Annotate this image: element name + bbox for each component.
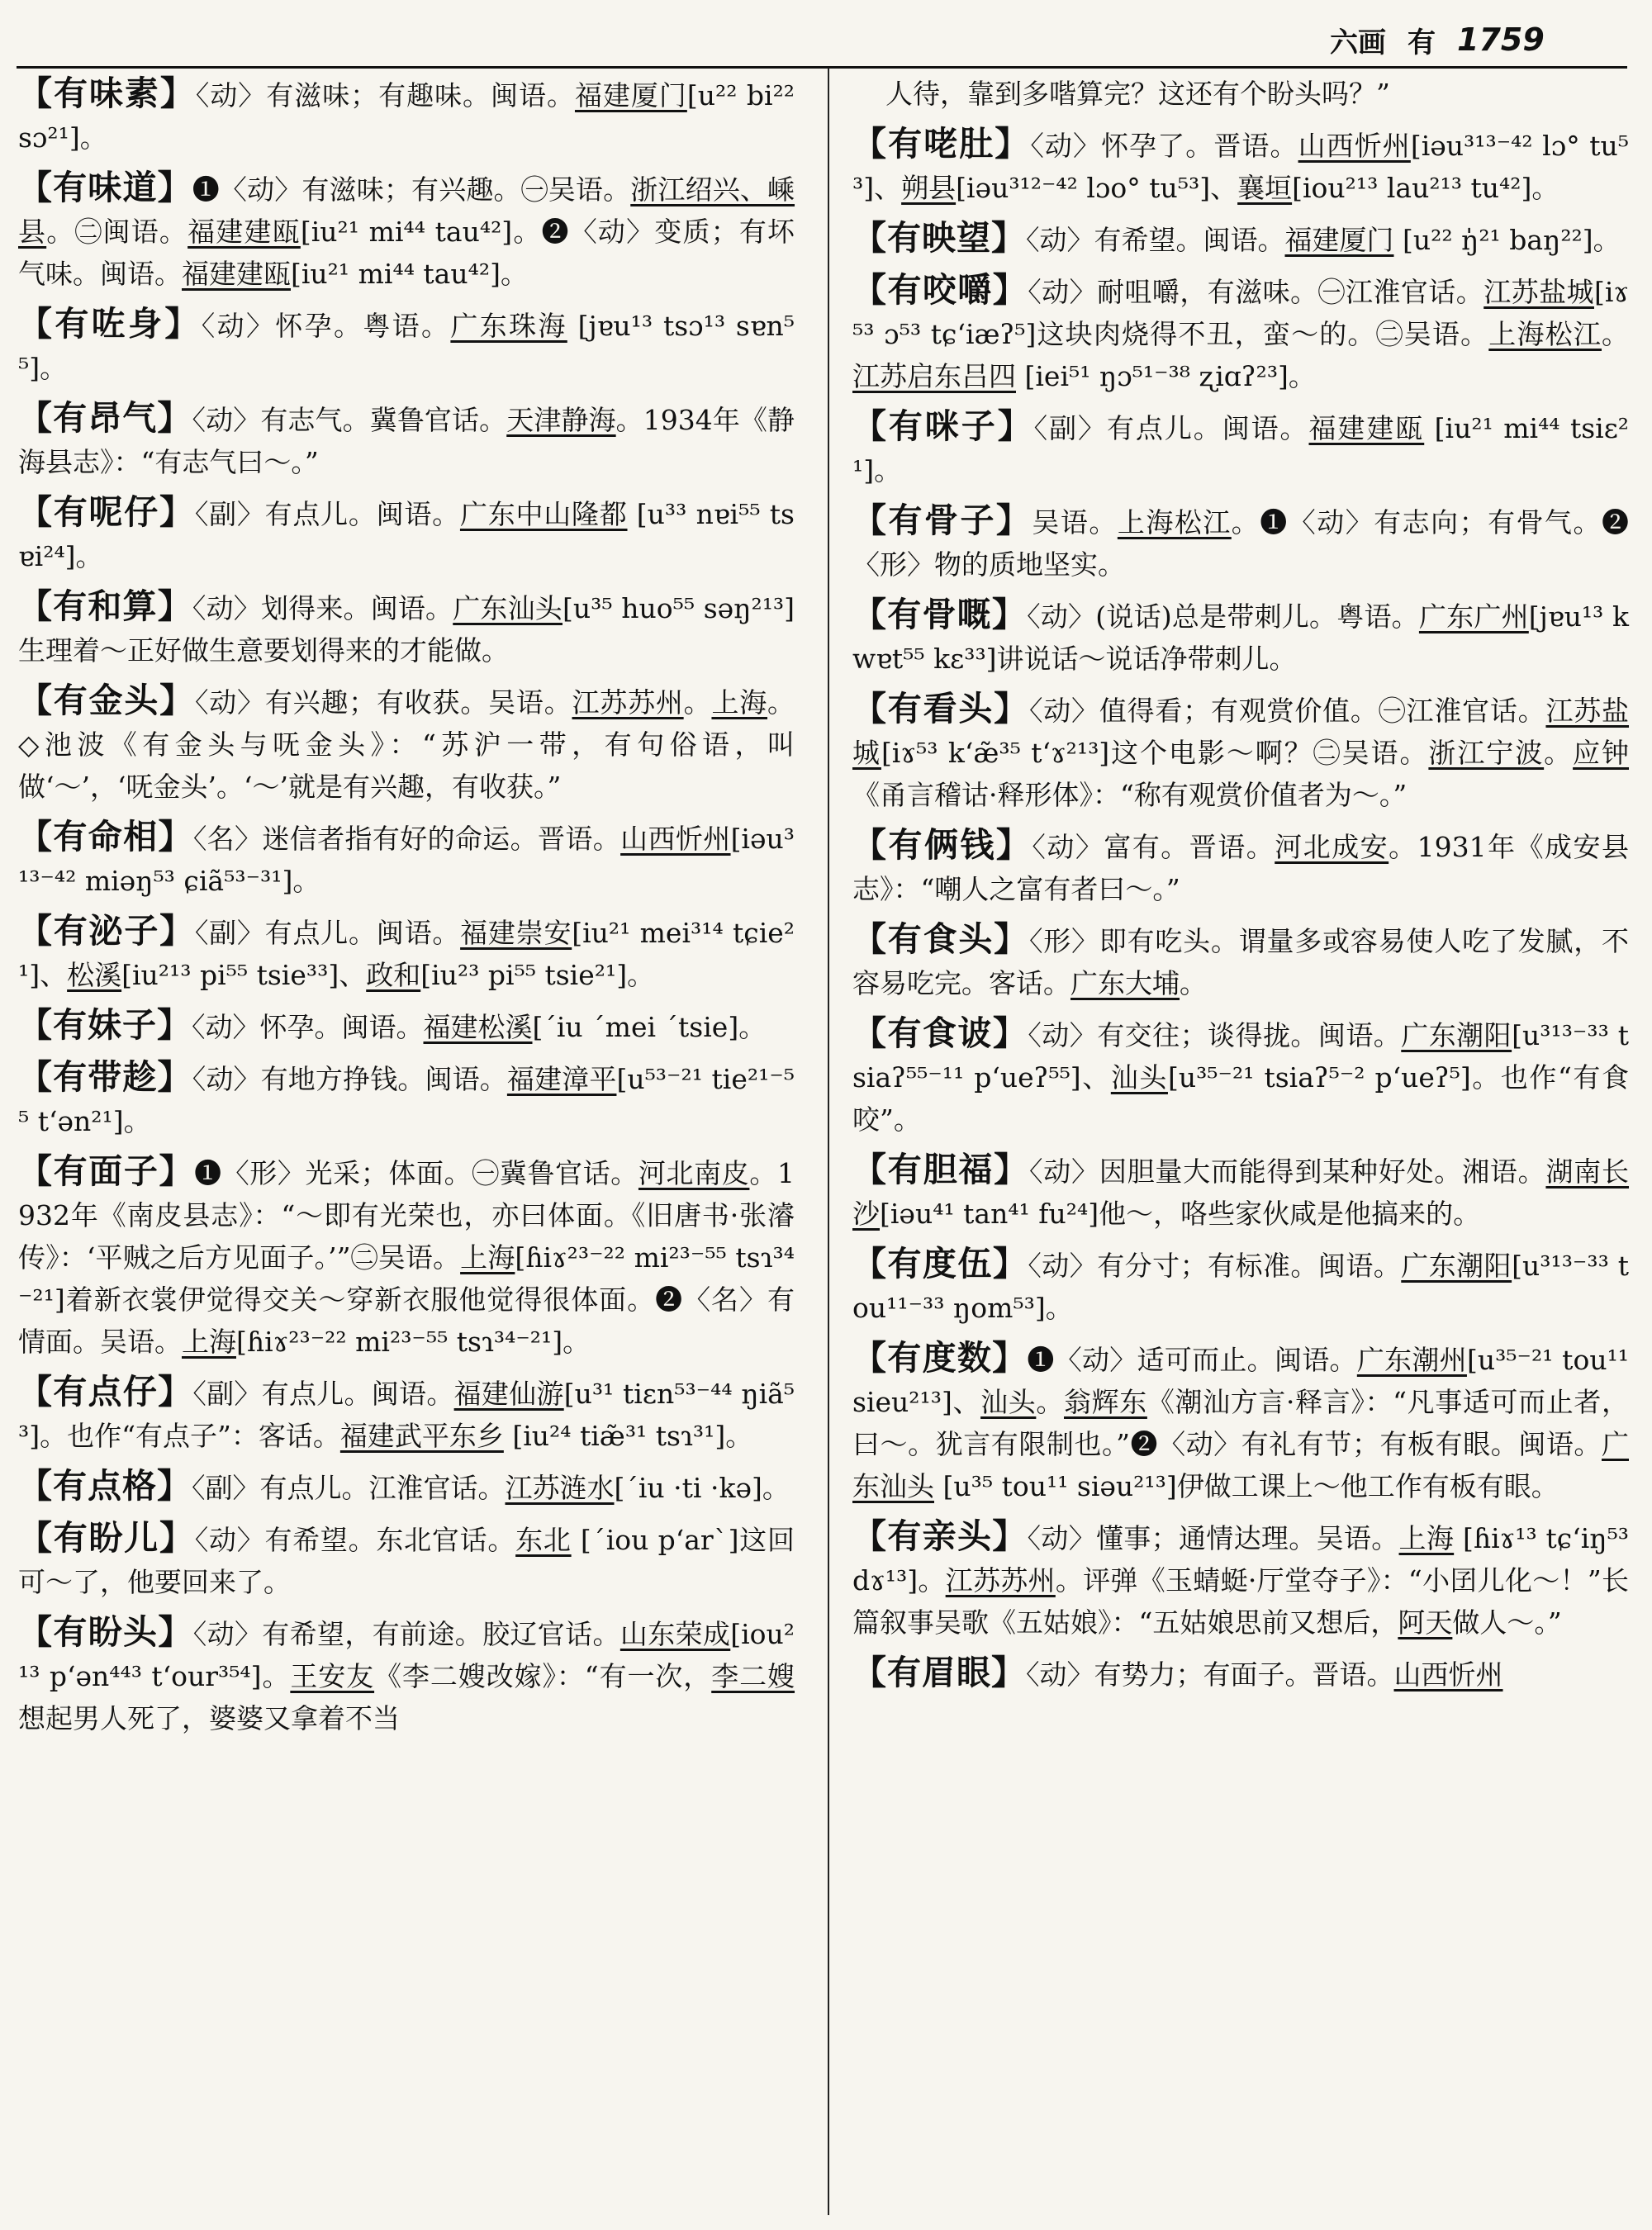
entry-text: 〈动〉有势力；有面子。晋语。 bbox=[1026, 1658, 1394, 1691]
dictionary-entry bbox=[852, 1243, 1629, 1329]
entry-text: 〈动〉怀孕。闽语。 bbox=[192, 1011, 424, 1043]
entry-text: [ˊiu ·ti ·kə]。 bbox=[614, 1472, 790, 1504]
entry-text: [u²² bi²² sɔ²¹]。 bbox=[18, 79, 795, 154]
entry-headword: 【有带趁】 bbox=[18, 1057, 192, 1097]
entry-text: 〈动〉懂事；通情达理。吴语。 bbox=[1027, 1522, 1399, 1554]
dictionary-entry bbox=[18, 1371, 795, 1457]
place-name: 阿天 bbox=[1398, 1606, 1453, 1639]
place-name: 广东潮阳 bbox=[1401, 1250, 1512, 1282]
entry-text: 《潮汕方言·释言》：“凡事适可而止者，曰～。犹言有限制也。”❷〈动〉有礼有节；有板有眼。闽语。 bbox=[852, 1386, 1630, 1460]
place-name: 上海 bbox=[711, 686, 768, 719]
entry-text: [u³⁵⁻²¹ tou¹¹ sieu²¹³]、 bbox=[852, 1344, 1630, 1418]
place-name: 江苏盐城 bbox=[1483, 276, 1594, 308]
right-column bbox=[852, 73, 1629, 1704]
entry-text: 〈动〉富有。晋语。 bbox=[1032, 831, 1275, 863]
entry-text: [u³¹³⁻³³ tsiaʔ⁵⁵⁻¹¹ pʻueʔ⁵⁵]、 bbox=[852, 1019, 1630, 1094]
place-name: 上海松江 bbox=[1117, 506, 1232, 539]
entry-headword: 【有骨子】 bbox=[852, 501, 1032, 540]
place-name: 广东潮州 bbox=[1356, 1344, 1467, 1376]
dictionary-entry bbox=[18, 1611, 795, 1739]
dictionary-entry bbox=[18, 1465, 795, 1509]
entry-text: 。❶〈动〉有志向；有骨气。❷〈形〉物的质地坚实。 bbox=[852, 506, 1630, 581]
entry-text: 〈副〉有点儿。江淮官话。 bbox=[192, 1472, 506, 1504]
entry-text: 《李二嫂改嫁》：“有一次， bbox=[374, 1660, 712, 1692]
dictionary-entry bbox=[18, 1056, 795, 1142]
entry-text: 。1931年《成安县志》：“嘲人之富有者曰～。” bbox=[852, 831, 1630, 905]
entry-headword: 【有咗身】 bbox=[18, 304, 202, 344]
entry-text: 《甬言稽诂·释形体》：“称有观赏价值者为～。” bbox=[852, 779, 1408, 811]
entry-text: 〈动〉有分寸；有标准。闽语。 bbox=[1028, 1250, 1402, 1282]
dictionary-entry bbox=[18, 397, 795, 483]
entry-text: 。 bbox=[1180, 967, 1207, 999]
dictionary-entry bbox=[852, 1652, 1629, 1696]
place-name: 江苏涟水 bbox=[505, 1472, 615, 1504]
place-name: 江苏苏州 bbox=[572, 686, 684, 719]
place-name: 山西忻州 bbox=[620, 823, 731, 855]
dictionary-entry bbox=[852, 1337, 1629, 1507]
place-name: 松溪 bbox=[67, 959, 122, 991]
entry-headword: 【有俩钱】 bbox=[852, 825, 1032, 865]
place-name: 福建厦门 bbox=[1284, 224, 1394, 256]
entry-text: 〈动〉有志气。冀鲁官话。 bbox=[192, 404, 507, 436]
place-name: 上海 bbox=[460, 1241, 515, 1274]
entry-text: 〈副〉有点儿。闽语。 bbox=[192, 1378, 454, 1410]
entry-text: [ˊiu ˊmei ˊtsie]。 bbox=[532, 1011, 767, 1043]
dictionary-entry bbox=[18, 586, 795, 671]
entry-text: [u³⁵ tou¹¹ siəu²¹³]伊做工课上～他工作有板有眼。 bbox=[934, 1470, 1559, 1502]
dictionary-entry bbox=[852, 269, 1629, 397]
entry-headword: 【有骨嘅】 bbox=[852, 595, 1028, 634]
dictionary-entry bbox=[18, 1517, 795, 1603]
entry-text: ❶〈动〉有滋味；有兴趣。㊀吴语。 bbox=[192, 173, 631, 206]
place-name: 山西忻州 bbox=[1298, 130, 1411, 162]
dictionary-entry bbox=[852, 1013, 1629, 1141]
entry-headword: 【有盼儿】 bbox=[18, 1518, 195, 1558]
place-name: 福建松溪 bbox=[423, 1011, 533, 1043]
place-name: 浙江绍兴、嵊县 bbox=[18, 173, 795, 248]
column-divider bbox=[828, 68, 829, 2215]
entry-text: 〈动〉值得看；有观赏价值。㊀江淮官话。 bbox=[1028, 695, 1546, 727]
section-label: 六画 bbox=[1330, 26, 1386, 59]
dictionary-entry bbox=[18, 1004, 795, 1048]
place-name: 江苏启东吕四 bbox=[852, 360, 1016, 392]
place-name: 广东珠海 bbox=[450, 310, 567, 342]
entry-text: 〈形〉即有吃头。谓量多或容易使人吃了发腻，不容易吃完。客话。 bbox=[852, 925, 1630, 999]
entry-text: [iei⁵¹ ŋɔ⁵¹⁻³⁸ ʐiɑʔ²³]。 bbox=[1016, 360, 1316, 392]
dictionary-entry bbox=[18, 680, 795, 808]
dictionary-entry bbox=[852, 1516, 1629, 1644]
entry-text: [iɤ⁵³ kʻæ̃³⁵ tʻɤ²¹³]这个电影～啊？㊁吴语。 bbox=[881, 737, 1429, 769]
entry-text: [u³¹ tiɛn⁵³⁻⁴⁴ ŋiã⁵³]。也作“有点子”：客话。 bbox=[18, 1378, 795, 1452]
place-name: 福建漳平 bbox=[506, 1063, 617, 1095]
dictionary-entry bbox=[852, 500, 1629, 586]
entry-headword: 【有盼头】 bbox=[18, 1612, 193, 1652]
entry-text: 做人～。” bbox=[1452, 1606, 1562, 1639]
place-name: 上海 bbox=[182, 1326, 236, 1358]
entry-text: 〈动〉有希望。东北官话。 bbox=[194, 1524, 516, 1556]
dictionary-entry bbox=[18, 910, 795, 996]
entry-text: 〈副〉有点儿。闽语。 bbox=[194, 498, 460, 530]
entry-text: 〈动〉有滋味；有趣味。闽语。 bbox=[195, 79, 575, 112]
entry-headword: 【有金头】 bbox=[18, 681, 195, 720]
entry-text: [u³³ nɐi⁵⁵ tsɐi²⁴]。 bbox=[18, 498, 795, 572]
entry-text: [ɦiɤ²³⁻²² mi²³⁻⁵⁵ tsɿ³⁴⁻²¹]。 bbox=[236, 1326, 591, 1358]
entry-headword: 【有命相】 bbox=[18, 817, 193, 856]
page-number: 1759 bbox=[1457, 21, 1545, 58]
dictionary-entry bbox=[18, 1151, 795, 1363]
entry-text: [iəu³¹³⁻⁴² lɔ° tu⁵³]、 bbox=[852, 130, 1630, 204]
entry-text: [iəu³¹³⁻⁴² miəŋ⁵³ ɕiã⁵³⁻³¹]。 bbox=[18, 823, 795, 897]
entry-headword: 【有胆福】 bbox=[852, 1150, 1029, 1189]
dictionary-entry bbox=[852, 594, 1629, 680]
entry-text: 。◇池波《有金头与呒金头》：“苏沪一带，有句俗语，叫做‘～’，‘呒金头’。‘～’就是有兴趣，有收获。” bbox=[18, 686, 795, 803]
entry-text: 〈动〉怀孕了。晋语。 bbox=[1030, 130, 1298, 162]
entry-headword: 【有呢仔】 bbox=[18, 492, 195, 532]
place-name: 翁辉东 bbox=[1064, 1386, 1147, 1418]
place-name: 河北南皮 bbox=[638, 1157, 750, 1189]
entry-headword: 【有和算】 bbox=[18, 586, 192, 626]
left-column bbox=[18, 73, 795, 1748]
entry-headword: 【有度数】 bbox=[852, 1338, 1028, 1378]
entry-text: ❶〈形〉光采；体面。㊀冀鲁官话。 bbox=[194, 1157, 638, 1189]
place-name: 江苏苏州 bbox=[945, 1564, 1056, 1597]
entry-text: [iu²¹ mei³¹⁴ tɕie²¹]、 bbox=[18, 917, 795, 991]
entry-text: [u³⁵ huo⁵⁵ səŋ²¹³]生理着～正好做生意要划得来的才能做。 bbox=[18, 592, 795, 667]
entry-text: [iɤ⁵³ ɔ⁵³ tɕʻiæʔ⁵]这块肉烧得不丑，蛮～的。㊁吴语。 bbox=[852, 276, 1630, 350]
place-name: 福建建瓯 bbox=[1308, 412, 1425, 444]
entry-text: 〈名〉迷信者指有好的命运。晋语。 bbox=[192, 823, 621, 855]
entry-text: 。评弹《玉蜻蜓·厅堂夺子》：“小囝儿化～！”长篇叙事吴歌《五姑娘》：“五姑娘思前又想后， bbox=[852, 1564, 1629, 1639]
place-name: 福建建瓯 bbox=[188, 216, 301, 248]
place-name: 江苏盐城 bbox=[852, 695, 1630, 769]
entry-text: [u⁵³⁻²¹ tie²¹⁻⁵⁵ tʻən²¹]。 bbox=[18, 1063, 795, 1137]
place-name: 福建建瓯 bbox=[182, 258, 291, 290]
entry-headword: 【有点仔】 bbox=[18, 1372, 193, 1412]
entry-text: ❶〈动〉适可而止。闽语。 bbox=[1027, 1344, 1357, 1376]
entry-text: 。 bbox=[1602, 318, 1629, 350]
entry-headword: 【有眉眼】 bbox=[852, 1653, 1026, 1692]
entry-headword: 【有咾肚】 bbox=[852, 124, 1031, 164]
place-name: 应钟 bbox=[1573, 737, 1630, 769]
entry-text: [iəu⁴¹ tan⁴¹ fu²⁴]他～，咯些家伙咸是他搞来的。 bbox=[880, 1198, 1481, 1230]
dictionary-entry bbox=[18, 816, 795, 902]
entry-text: [ɦiɤ²³⁻²² mi²³⁻⁵⁵ tsɿ³⁴⁻²¹]着新衣裳伊觉得交关～穿新衣服他觉得很体面。❷〈名〉有情面。吴语。 bbox=[18, 1241, 795, 1358]
entry-text: 〈动〉因胆量大而能得到某种好处。湘语。 bbox=[1028, 1155, 1546, 1188]
place-name: 上海松江 bbox=[1488, 318, 1602, 350]
place-name: 山东荣成 bbox=[620, 1618, 731, 1650]
entry-headword: 【有亲头】 bbox=[852, 1516, 1028, 1556]
entry-headword: 【有食诐】 bbox=[852, 1013, 1028, 1053]
entry-headword: 【有面子】 bbox=[18, 1151, 195, 1191]
entry-text: 〈动〉有希望。闽语。 bbox=[1026, 224, 1285, 256]
entry-continuation bbox=[852, 73, 1629, 115]
entry-text: 吴语。 bbox=[1032, 506, 1118, 539]
entry-text: 〈动〉有交往；谈得拢。闽语。 bbox=[1028, 1019, 1402, 1051]
entry-text: 〈动〉(说话)总是带刺儿。粤语。 bbox=[1027, 600, 1419, 633]
entry-text: 〈动〉有兴趣；有收获。吴语。 bbox=[194, 686, 572, 719]
place-name: 山西忻州 bbox=[1393, 1658, 1503, 1691]
entry-text: 想起男人死了，婆婆又拿着不当 bbox=[18, 1702, 400, 1734]
dictionary-entry bbox=[18, 167, 795, 295]
entry-text: [iu²¹ mi⁴⁴ tau⁴²]。 bbox=[291, 258, 528, 290]
place-name: 王安友 bbox=[290, 1660, 375, 1692]
place-name: 广东广州 bbox=[1418, 600, 1529, 633]
entry-text: [ɦiɤ¹³ tɕʻiŋ⁵³ dɤ¹³]。 bbox=[852, 1522, 1630, 1597]
dictionary-entry bbox=[852, 406, 1629, 491]
place-name: 福建崇安 bbox=[460, 917, 572, 949]
entry-text: 〈动〉划得来。闽语。 bbox=[192, 592, 453, 624]
entry-text: [iu²¹ mi⁴⁴ tau⁴²]。❷〈动〉变质；有坏气味。闽语。 bbox=[18, 216, 795, 290]
entry-text: [iəu³¹²⁻⁴² lɔo° tu⁵³]、 bbox=[956, 172, 1238, 204]
entry-text: 。㊁闽语。 bbox=[46, 216, 188, 248]
place-name: 浙江宁波 bbox=[1428, 737, 1545, 769]
entry-headword: 【有咬嚼】 bbox=[852, 270, 1028, 310]
entry-headword: 【有咪子】 bbox=[852, 406, 1034, 446]
place-name: 福建厦门 bbox=[574, 79, 687, 112]
entry-text: [u³⁵⁻²¹ tsiaʔ⁵⁻² pʻueʔ⁵]。也作“有食咬”。 bbox=[852, 1061, 1630, 1136]
entry-text: [u³¹³⁻³³ tou¹¹⁻³³ ŋom⁵³]。 bbox=[852, 1250, 1630, 1324]
entry-text: 〈动〉耐咀嚼，有滋味。㊀江淮官话。 bbox=[1028, 276, 1484, 308]
entry-text: 。 bbox=[683, 686, 712, 719]
entry-text: [iou²¹³ pʻən⁴⁴³ tʻour³⁵⁴]。 bbox=[18, 1618, 795, 1692]
entry-headword: 【有妹子】 bbox=[18, 1005, 192, 1045]
entry-text: 〈动〉有希望，有前途。胶辽官话。 bbox=[192, 1618, 620, 1650]
place-name: 福建仙游 bbox=[453, 1378, 564, 1410]
dictionary-entry bbox=[852, 824, 1629, 910]
place-name: 朔县 bbox=[901, 172, 957, 204]
dictionary-entry bbox=[852, 123, 1629, 209]
entry-headword: 【有泌子】 bbox=[18, 911, 195, 951]
entry-text: [u²² ŋ̍²¹ baŋ²²]。 bbox=[1393, 224, 1621, 256]
entry-headword: 【有映望】 bbox=[852, 218, 1026, 258]
entry-text: 〈动〉怀孕。粤语。 bbox=[201, 310, 451, 342]
dictionary-entry bbox=[18, 491, 795, 577]
entry-headword: 【有点格】 bbox=[18, 1466, 192, 1506]
entry-text: 人待，靠到多喈算完？这还有个盼头吗？” bbox=[885, 78, 1390, 110]
entry-text: [iu²³ pi⁵⁵ tsie²¹]。 bbox=[420, 959, 655, 991]
entry-text: [iu²¹ mi⁴⁴ tsiɛ²¹]。 bbox=[852, 412, 1630, 486]
entry-text: 〈动〉有地方挣钱。闽语。 bbox=[192, 1063, 507, 1095]
entry-text: 。 bbox=[1036, 1386, 1064, 1418]
place-name: 汕头 bbox=[980, 1386, 1037, 1418]
dictionary-entry bbox=[18, 73, 795, 159]
place-name: 河北成安 bbox=[1275, 831, 1389, 863]
entry-text: 〈副〉有点儿。闽语。 bbox=[194, 917, 461, 949]
dictionary-entry bbox=[852, 688, 1629, 816]
place-name: 汕头 bbox=[1110, 1061, 1168, 1094]
place-name: 襄垣 bbox=[1237, 172, 1293, 204]
entry-headword: 【有味道】 bbox=[18, 168, 192, 207]
entry-text: [iu²⁴ tiæ̃³¹ tsɿ³¹]。 bbox=[503, 1420, 753, 1452]
place-name: 广东大埔 bbox=[1070, 967, 1180, 999]
dictionary-entry bbox=[852, 1149, 1629, 1235]
entry-text: 。 bbox=[1544, 737, 1574, 769]
radical-char: 有 bbox=[1408, 26, 1436, 59]
entry-headword: 【有味素】 bbox=[18, 74, 196, 113]
place-name: 李二嫂 bbox=[711, 1660, 795, 1692]
entry-text: 。1932年《南皮县志》：“～即有光荣也，亦曰体面。《旧唐书·张濬传》：‘平贼之后方见面子。’”㊁吴语。 bbox=[18, 1157, 795, 1274]
place-name: 广东汕头 bbox=[852, 1428, 1629, 1502]
entry-text: 。1934年《静海县志》：“有志气曰～。” bbox=[18, 404, 795, 478]
place-name: 广东潮阳 bbox=[1401, 1019, 1512, 1051]
place-name: 广东中山隆都 bbox=[459, 498, 628, 530]
page-header bbox=[1330, 15, 1602, 64]
dictionary-entry bbox=[852, 217, 1629, 261]
entry-text: [jɐu¹³ tsɔ¹³ sɐn⁵⁵]。 bbox=[18, 310, 795, 384]
place-name: 东北 bbox=[515, 1524, 572, 1556]
place-name: 政和 bbox=[366, 959, 421, 991]
place-name: 广东汕头 bbox=[453, 592, 563, 624]
entry-text: 〈副〉有点儿。闽语。 bbox=[1033, 412, 1309, 444]
place-name: 湖南长沙 bbox=[852, 1155, 1630, 1230]
entry-headword: 【有昂气】 bbox=[18, 398, 192, 438]
entry-headword: 【有食头】 bbox=[852, 919, 1029, 959]
entry-headword: 【有看头】 bbox=[852, 689, 1029, 728]
dictionary-entry bbox=[18, 303, 795, 389]
header-rule bbox=[17, 66, 1627, 69]
place-name: 上海 bbox=[1398, 1522, 1455, 1554]
dictionary-entry bbox=[852, 918, 1629, 1004]
entry-text: [iu²¹³ pi⁵⁵ tsie³³]、 bbox=[121, 959, 367, 991]
place-name: 福建武平东乡 bbox=[339, 1420, 504, 1452]
entry-headword: 【有度伍】 bbox=[852, 1244, 1028, 1283]
place-name: 天津静海 bbox=[506, 404, 616, 436]
entry-text: [iou²¹³ lau²¹³ tu⁴²]。 bbox=[1292, 172, 1559, 204]
entry-text: [jɐu¹³ kwɐt⁵⁵ kɛ³³]讲说话～说话净带刺儿。 bbox=[852, 600, 1629, 675]
entry-text: [ˊiou pʻarˋ]这回可～了，他要回来了。 bbox=[18, 1524, 795, 1598]
